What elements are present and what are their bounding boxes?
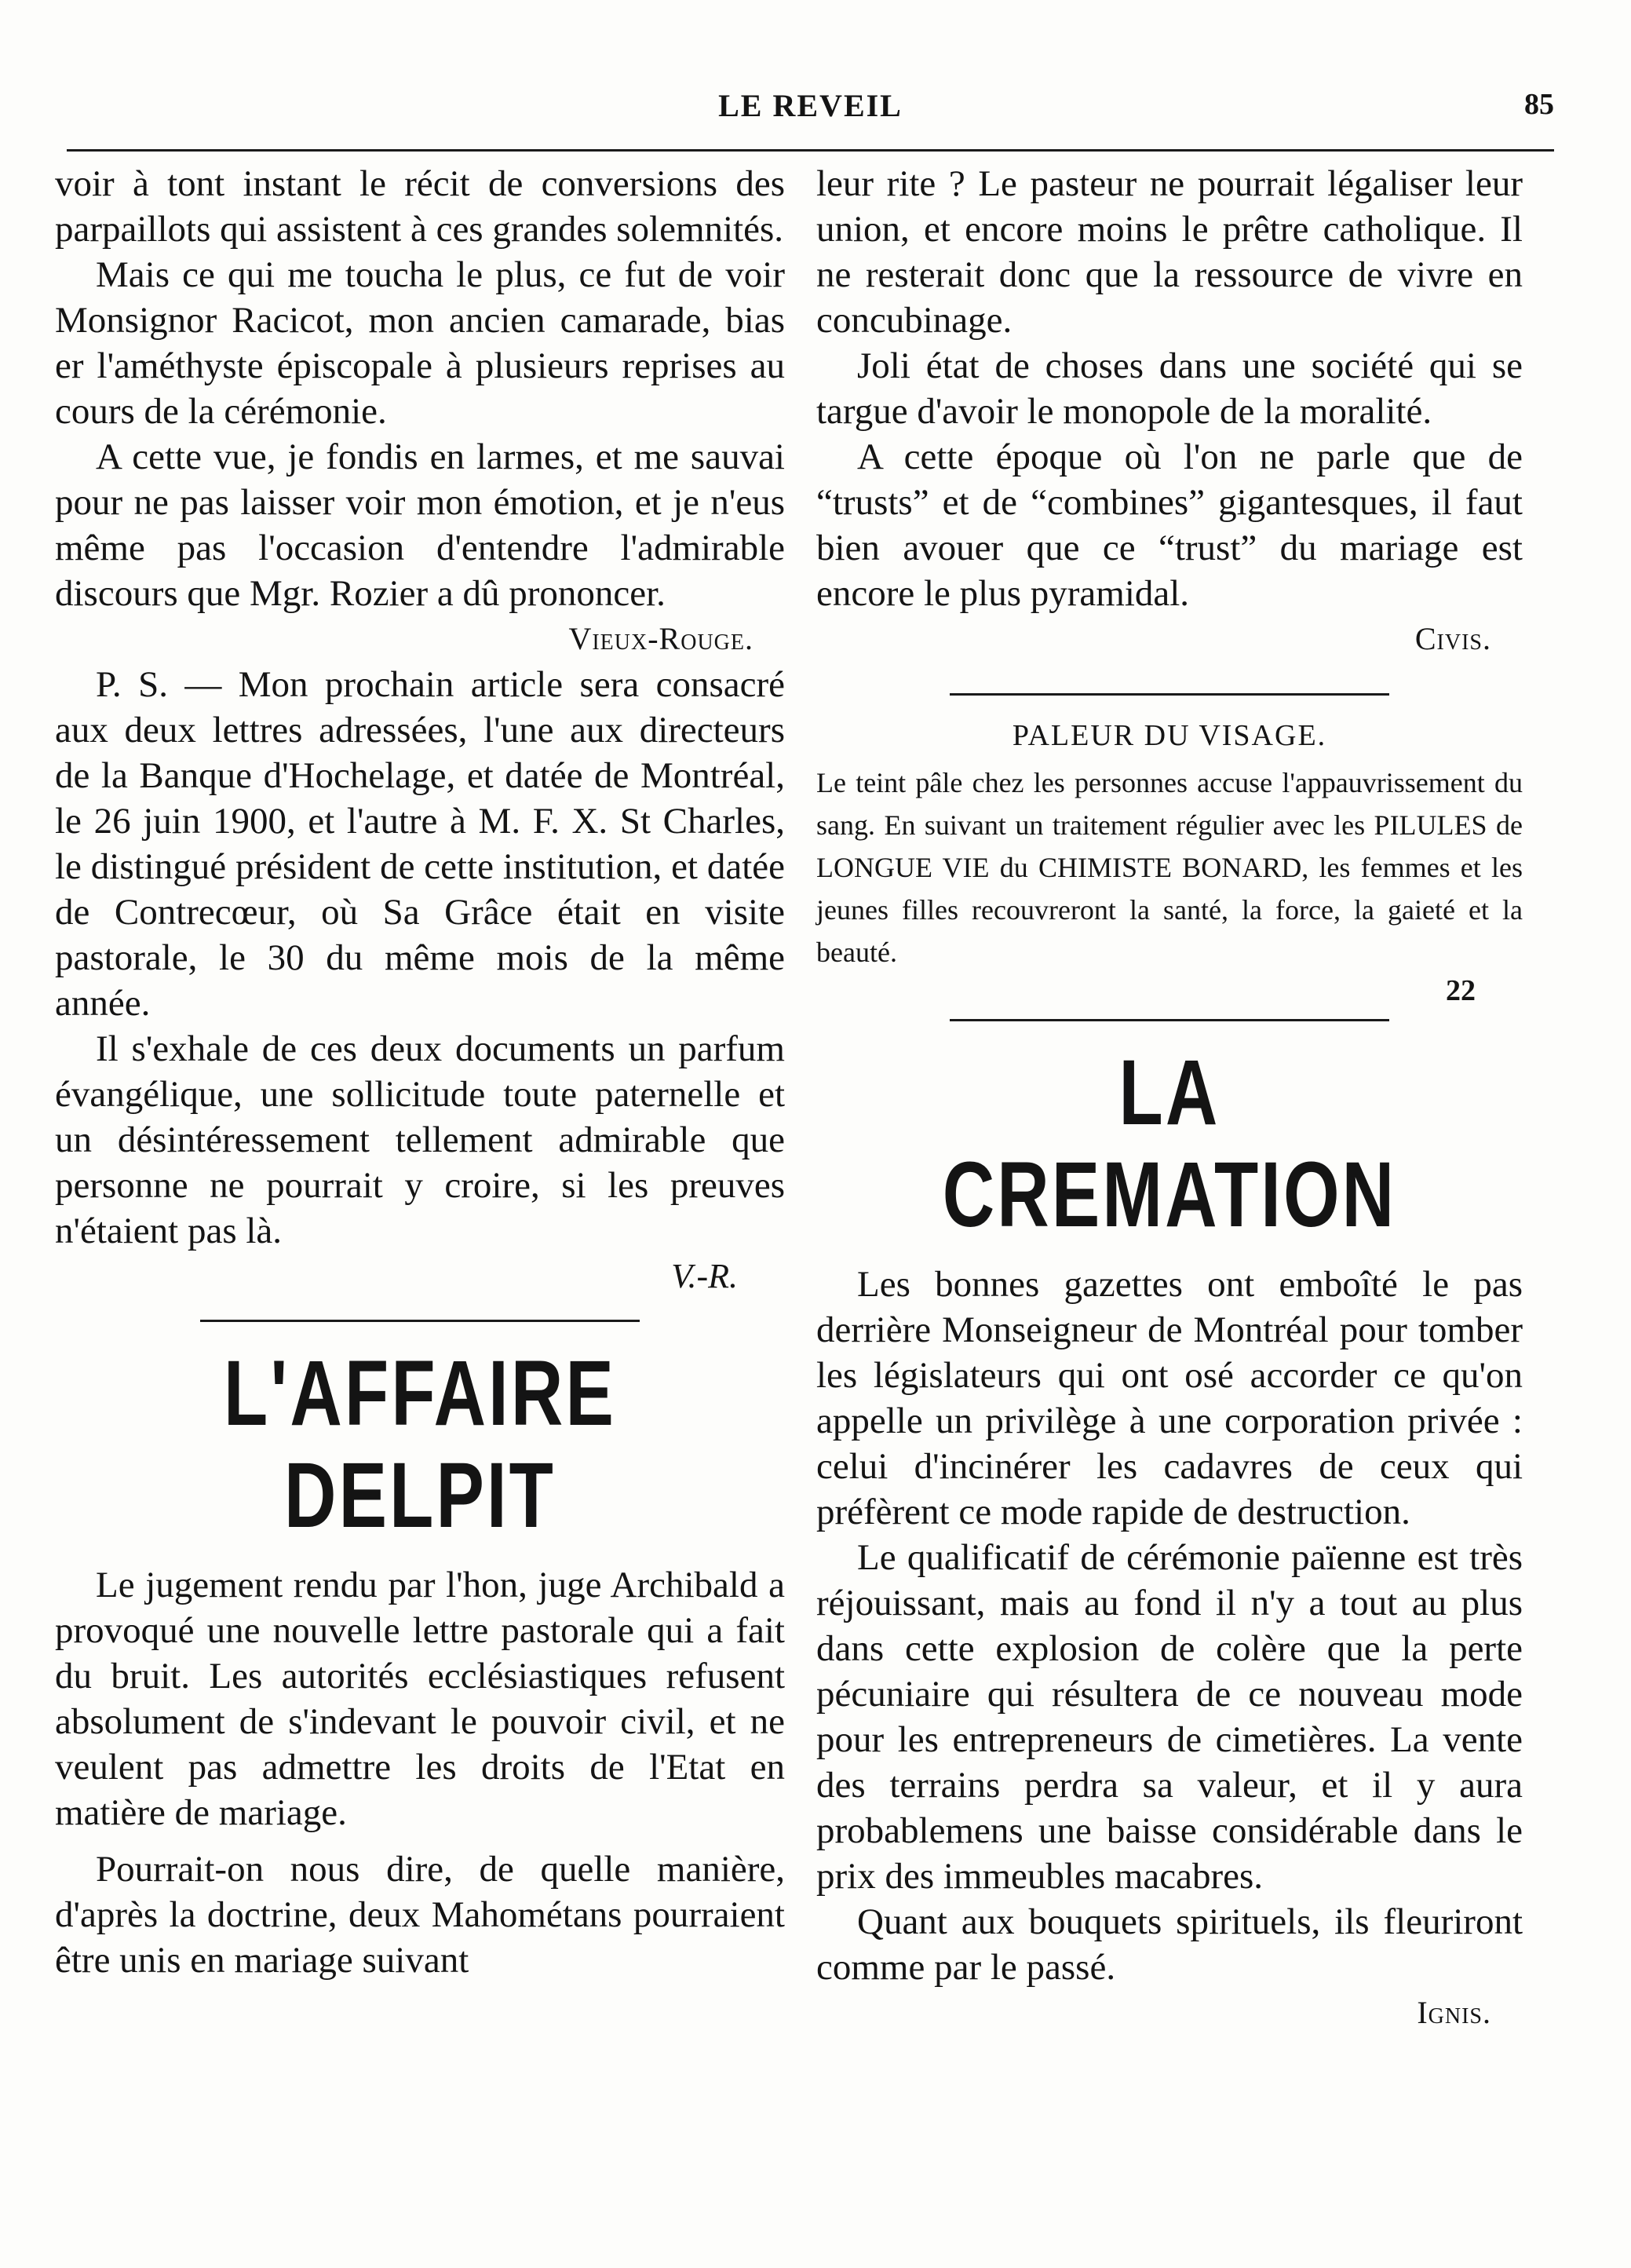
section-divider [200, 1320, 640, 1322]
signature-ignis: Ignis. [1417, 1995, 1491, 2030]
page-header [67, 82, 1554, 130]
notice-text: Le teint pâle chez les personnes accuse l'appauvrissement du sang. En suivant un traitement régulier avec les PILULES de LONGUE VIE du CHIMISTE BONARD, les femmes et les jeunes filles recouvreront la santé, la force, la gaieté et la beauté. [816, 767, 1523, 968]
paragraph-postscript: P. S. — Mon prochain article sera consacré aux deux lettres adressées, l'une aux directeurs de la Banque d'Hochelage, et datée de Montréal, le 26 juin 1900, et l'autre à M. F. X. St Charles, le distingué président de cette institution, et datée de Contrecœur, où Sa Grâce était en visite pastorale, le 30 du même mois de la même année. [55, 664, 785, 1024]
notice-title: PALEUR DU VISAGE. [1012, 719, 1327, 752]
paragraph: Il s'exhale de ces deux documents un parfum évangélique, une sollicitude toute paternelle et un désintéressement tellement admirable que personne ne pourrait y croire, si les preuves n'étaient pas là. [55, 1028, 785, 1251]
notice-number: 22 [1446, 974, 1476, 1007]
advertisement-notice [816, 716, 1523, 1008]
signature-vieux-rouge: Vieux-Rouge. [568, 621, 753, 656]
paragraph: leur rite ? Le pasteur ne pourrait légaliser leur union, et encore moins le prêtre catholique. Il ne resterait donc que la ressource de vivre en concubinage. [816, 163, 1523, 341]
signature-vr: V.-R. [671, 1257, 738, 1295]
page-number: 85 [1524, 88, 1554, 121]
right-column [816, 161, 1523, 2036]
paragraph: Le jugement rendu par l'hon, juge Archibald a provoqué une nouvelle lettre pastorale qui a fait du bruit. Les autorités ecclésiastiques refusent absolument de s'indevant le pouvoir civil, et ne veulent pas admettre les droits de l'Etat en matière de mariage. [55, 1565, 785, 1833]
newspaper-title: LE REVEIL [718, 88, 903, 123]
paragraph: Pourrait-on nous dire, de quelle manière, d'après la doctrine, deux Mahométans pourraient être unis en mariage suivant [55, 1849, 785, 1981]
headline-affaire-delpit: L'AFFAIRE DELPIT [224, 1342, 616, 1547]
paragraph: Le qualificatif de cérémonie païenne est très réjouissant, mais au fond il n'y a tout au plus dans cette explosion de colère que la perte pécuniaire qui résultera de ce nouveau mode pour les entrepreneurs de cimetières. La vente des terrains perdra sa valeur, et il y aura probablemens une baisse considérable dans le prix des immeubles macabres. [816, 1537, 1523, 1897]
section-divider [950, 1019, 1389, 1021]
paragraph: Mais ce qui me toucha le plus, ce fut de voir Monsignor Racicot, mon ancien camarade, bias er l'améthyste épiscopale à plusieurs reprises au cours de la cérémonie. [55, 254, 785, 432]
paragraph: A cette époque où l'on ne parle que de “trusts” et de “combines” gigantesques, il faut bien avouer que ce “trust” du mariage est encore le plus pyramidal. [816, 436, 1523, 614]
header-rule [67, 149, 1554, 152]
signature-civis: Civis. [1414, 621, 1491, 656]
paragraph: Les bonnes gazettes ont emboîté le pas derrière Monseigneur de Montréal pour tomber les législateurs qui ont osé accorder ce qu'on appelle un privilège à une corporation privée : celui d'incinérer les cadavres de ceux qui préfèrent ce mode rapide de destruction. [816, 1264, 1523, 1532]
paragraph: Quant aux bouquets spirituels, ils fleuriront comme par le passé. [816, 1901, 1523, 1988]
paragraph: A cette vue, je fondis en larmes, et me sauvai pour ne pas laisser voir mon émotion, et je n'eus même pas l'occasion d'entendre l'admirable discours que Mgr. Rozier a dû prononcer. [55, 436, 785, 614]
section-divider [950, 693, 1389, 696]
paragraph: voir à tont instant le récit de conversions des parpaillots qui assistent à ces grandes solemnités. [55, 163, 785, 250]
left-column [55, 161, 785, 1983]
headline-la-cremation: LA CREMATION [942, 1041, 1397, 1247]
paragraph: Joli état de choses dans une société qui se targue d'avoir le monopole de la moralité. [816, 345, 1523, 432]
